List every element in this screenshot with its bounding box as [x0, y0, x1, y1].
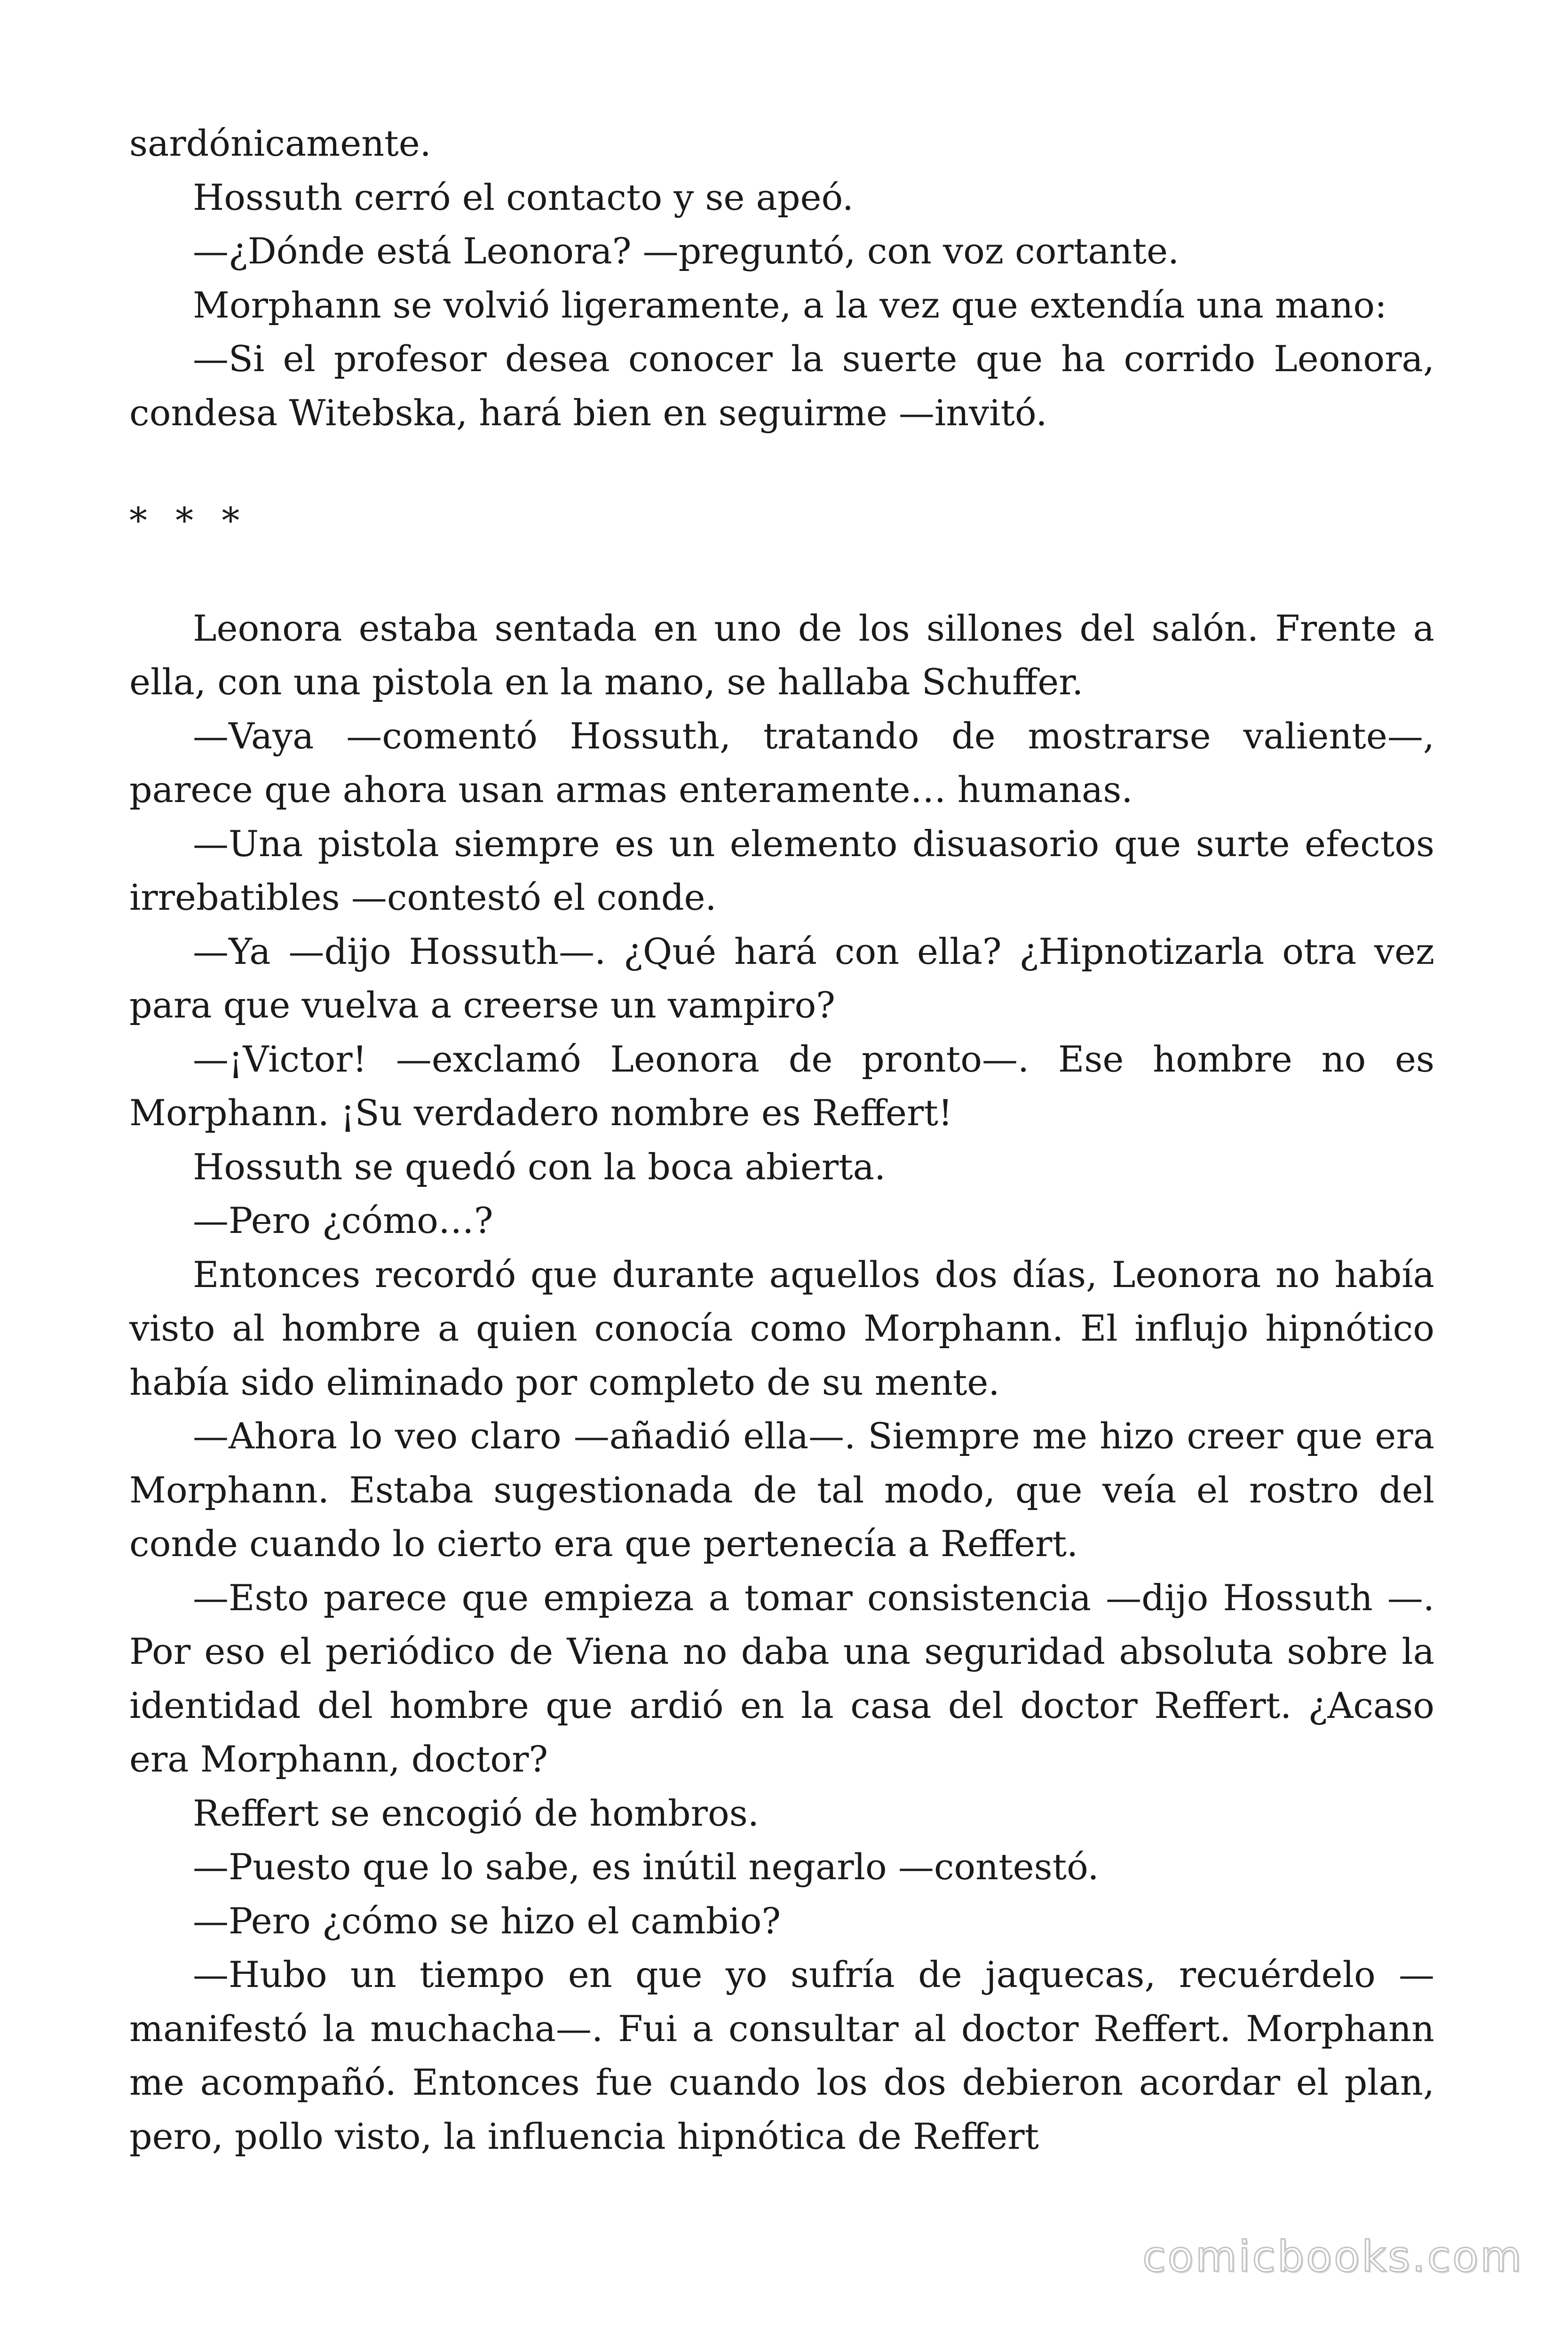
paragraph: sardónicamente. [129, 122, 431, 164]
section-spacer [129, 440, 1434, 494]
paragraph: —¿Dónde está Leonora? —preguntó, con voz cortante. [193, 230, 1180, 272]
paragraph: —Pero ¿cómo se hizo el cambio? [193, 1899, 781, 1942]
paragraph: —Una pistola siempre es un elemento disuasorio que surte efectos irrebatibles —contestó el conde. [129, 822, 1434, 918]
paragraph: —Pero ¿cómo…? [193, 1200, 493, 1241]
paragraph: —Puesto que lo sabe, es inútil negarlo —contestó. [193, 1846, 1099, 1888]
paragraph: Reffert se encogió de hombros. [193, 1792, 759, 1834]
paragraph: —Ahora lo veo claro —añadió ella—. Siempre me hizo creer que era Morphann. Estaba sugestionada de tal modo, que veía el rostro del conde cuando lo cierto era que pertenecía a Reffert. [129, 1415, 1434, 1565]
watermark: comicbooks.com [1142, 2232, 1523, 2281]
paragraph: —Ya —dijo Hossuth—. ¿Qué hará con ella? ¿Hipnotizarla otra vez para que vuelva a creerse un vampiro? [129, 930, 1434, 1026]
paragraph: Leonora estaba sentada en uno de los sillones del salón. Frente a ella, con una pistola en la mano, se hallaba Schuffer. [129, 607, 1434, 703]
section-spacer [129, 548, 1434, 602]
paragraph: Hossuth cerró el contacto y se apeó. [193, 176, 854, 218]
paragraph: —Vaya —comentó Hossuth, tratando de mostrarse valiente—, parece que ahora usan armas enteramente… humanas. [129, 715, 1434, 810]
paragraph: Morphann se volvió ligeramente, a la vez que extendía una mano: [193, 284, 1387, 326]
paragraph: —¡Victor! —exclamó Leonora de pronto—. Ese hombre no es Morphann. ¡Su verdadero nombre es Reffert! [129, 1038, 1434, 1134]
paragraph: —Esto parece que empieza a tomar consistencia —dijo Hossuth —. Por eso el periódico de Viena no daba una seguridad absoluta sobre la identidad del hombre que ardió en la casa del doctor Reffert. ¿Acaso era Morphann, doctor? [129, 1576, 1434, 1780]
paragraph: —Si el profesor desea conocer la suerte que ha corrido Leonora, condesa Witebska, hará bien en seguirme —invitó. [129, 338, 1434, 434]
paragraph: Hossuth se quedó con la boca abierta. [193, 1145, 886, 1188]
paragraph: —Hubo un tiempo en que yo sufría de jaquecas, recuérdelo — manifestó la muchacha—. Fui a consultar al doctor Reffert. Morphann me acompañó. Entonces fue cuando los dos debieron acordar el plan, pero, pollo visto, la influencia hipnótica de Reffert [129, 1954, 1434, 2157]
paragraph: Entonces recordó que durante aquellos dos días, Leonora no había visto al hombre a quien conocía como Morphann. El influjo hipnótico había sido eliminado por completo de su mente. [129, 1253, 1434, 1403]
page-body [129, 117, 1434, 2163]
section-separator: * * * [129, 499, 248, 541]
